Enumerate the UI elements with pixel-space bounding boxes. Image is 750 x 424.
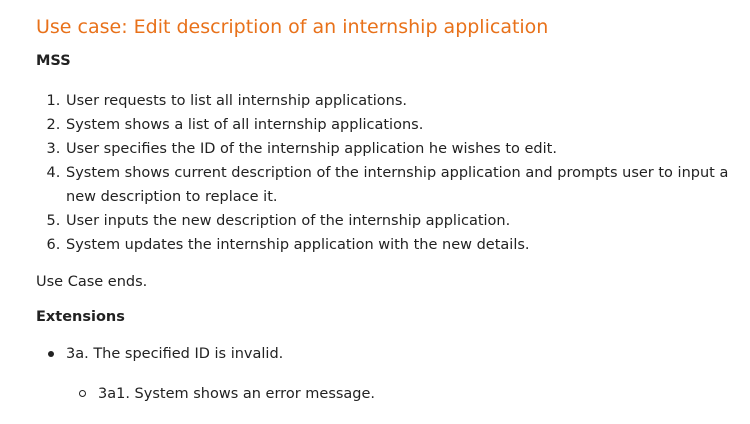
mss-step: 1. User requests to list all internship applications. [65,89,736,113]
mss-step: 3. User specifies the ID of the internship application he wishes to edit. [65,137,736,161]
mss-steps-list [36,89,736,257]
extension-sub-item [66,384,736,404]
use-case-title: Use case: Edit description of an internship application [36,16,549,38]
use-case-ends-text: Use Case ends. [36,274,148,290]
extension-sub-text: 3a1. System shows an error message. [98,386,376,402]
mss-step: 2. System shows a list of all internship applications. [65,113,736,137]
mss-heading: MSS [36,53,71,69]
extensions-list [36,344,736,404]
use-case-document [36,0,736,404]
mss-step: 5. User inputs the new description of the internship application. [65,209,736,233]
bullet-disc-icon [48,351,54,357]
mss-step: 4. System shows current description of the internship application and prompts user to input a new description to replace it. [65,161,736,209]
extension-text: 3a. The specified ID is invalid. [66,346,284,362]
extension-sub-list [66,384,736,404]
bullet-circle-icon [79,390,86,397]
extensions-heading: Extensions [36,309,125,325]
mss-step: 6. System updates the internship application with the new details. [65,233,736,257]
extension-item [36,344,736,404]
